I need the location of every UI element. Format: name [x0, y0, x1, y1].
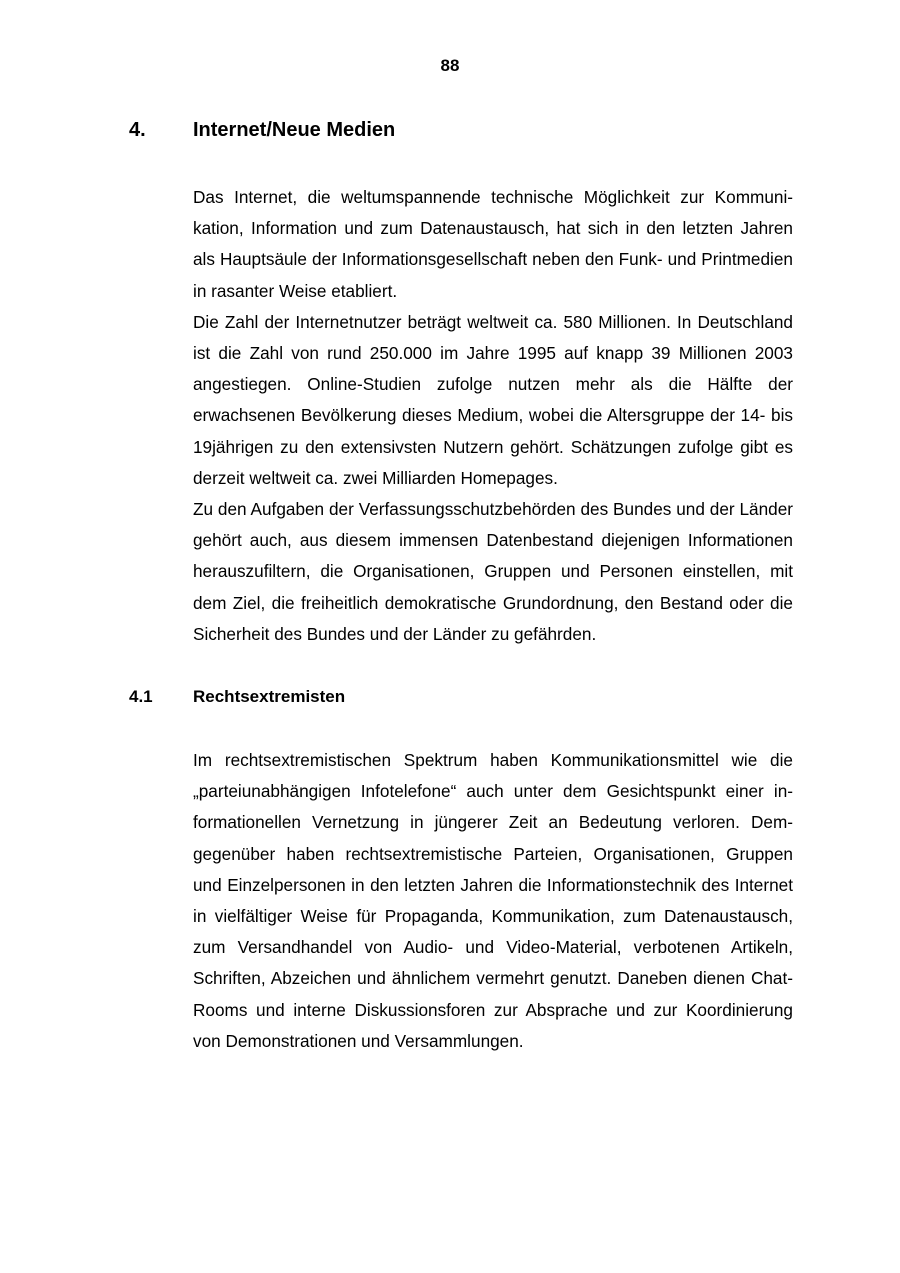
- paragraph-internet-intro: Das Internet, die weltumspannende technische Möglichkeit zur Kommunikation, Information und zum Datenaustausch, hat sich in den letzten Jahren als Hauptsäule der Informationsgesellschaft neben den Funk- und Printmedien in rasanter Weise etabliert.: [193, 187, 793, 301]
- subsection-heading: [129, 687, 345, 707]
- subsection-body: [193, 745, 793, 1057]
- subsection-title: Rechtsextremisten: [193, 687, 346, 706]
- paragraph-verfassungsschutz-tasks: Zu den Aufgaben der Verfassungsschutzbehörden des Bundes und der Länder gehört auch, aus diesem immensen Datenbestand diejenigen Informationen herauszufiltern, die Organisationen, Gruppen und Personen einstellen, mit dem Ziel, die freiheitlich demokratische Grundordnung, den Bestand oder die Sicherheit des Bundes und der Länder zu gefährden.: [193, 499, 793, 644]
- subsection-number: 4.1: [129, 687, 153, 706]
- paragraph-rechtsextremisten: Im rechtsextremistischen Spektrum haben Kommunikationsmittel wie die „parteiunabhängigen Infotelefone“ auch unter dem Gesichtspunkt einer informationellen Vernetzung in jüngerer Zeit an Bedeutung verloren. Demgegenüber haben rechtsextremistische Parteien, Organisationen, Gruppen und Einzelpersonen in den letzten Jahren die Informationstechnik des Internet in vielfältiger Weise für Propaganda, Kommunikation, zum Datenaustausch, zum Versandhandel von Audio- und Video-Material, verbotenen Artikeln, Schriften, Abzeichen und ähnlichem vermehrt genutzt. Daneben dienen Chat-Rooms und interne Diskussionsforen zur Absprache und zur Koordinierung von Demonstrationen und Versammlungen.: [193, 750, 793, 1051]
- section-body: [193, 182, 793, 650]
- section-number: 4.: [129, 119, 146, 141]
- section-title: Internet/Neue Medien: [193, 119, 396, 141]
- paragraph-internet-users: Die Zahl der Internetnutzer beträgt weltweit ca. 580 Millionen. In Deutschland ist die Zahl von rund 250.000 im Jahre 1995 auf knapp 39 Millionen 2003 angestiegen. Online-Studien zufolge nutzen mehr als die Hälfte der erwachsenen Bevölkerung dieses Medium, wobei die Altersgruppe der 14- bis 19jährigen zu den extensivsten Nutzern gehört. Schätzungen zufolge gibt es derzeit weltweit ca. zwei Milliarden Homepages.: [193, 311, 793, 488]
- section-heading: [129, 119, 395, 142]
- page-number: 88: [440, 56, 460, 75]
